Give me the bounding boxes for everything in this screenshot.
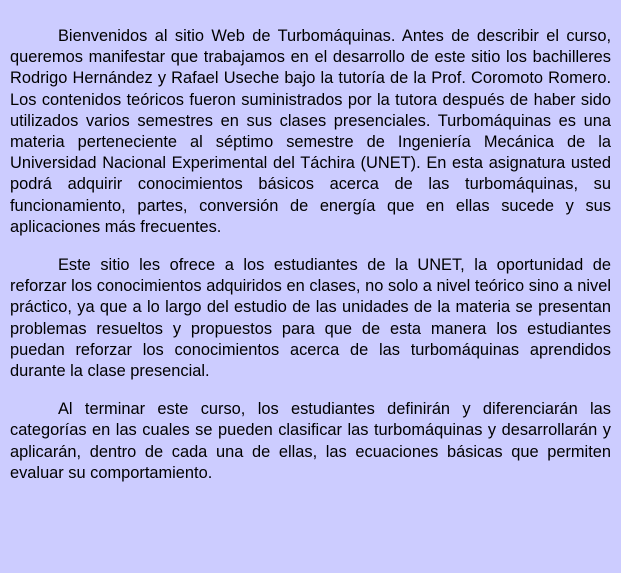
site-purpose-paragraph: Este sitio les ofrece a los estudiantes de la UNET, la oportunidad de reforzar los conocimientos adquiridos en clases, no solo a nivel teórico sino a nivel práctico, ya que a lo largo del estudio de las unidades de la materia se presentan problemas resueltos y propuestos para que de esta manera los estudiantes puedan reforzar los conocimientos acerca de las turbomáquinas aprendidos durante la clase presencial. [10,256,611,381]
course-outcome-paragraph: Al terminar este curso, los estudiantes definirán y diferenciarán las categorías en las cuales se pueden clasificar las turbomáquinas y desarrollarán y aplicarán, dentro de cada una de ellas, las ecuaciones básicas que permiten evaluar su comportamiento. [10,400,611,482]
welcome-paragraph: Bienvenidos al sitio Web de Turbomáquinas. Antes de describir el curso, queremos manifestar que trabajamos en el desarrollo de este sitio los bachilleres Rodrigo Hernández y Rafael Useche bajo la tutoría de la Prof. Coromoto Romero. Los contenidos teóricos fueron suministrados por la tutora después de haber sido utilizados varios semestres en sus clases presenciales. Turbomáquinas es una materia perteneciente al séptimo semestre de Ingeniería Mecánica de la Universidad Nacional Experimental del Táchira (UNET). En esta asignatura usted podrá adquirir conocimientos básicos acerca de las turbomáquinas, su funcionamiento, partes, conversión de energía que en ellas sucede y sus aplicaciones más frecuentes. [10,27,611,236]
